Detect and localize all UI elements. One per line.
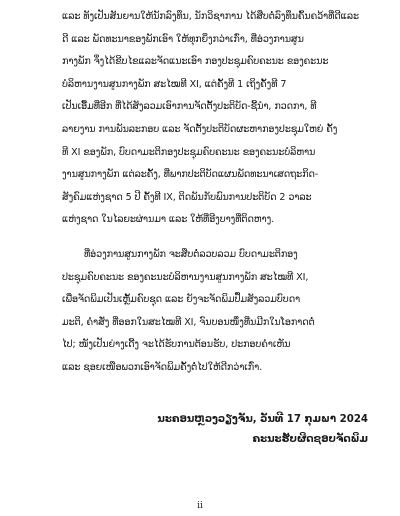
place-date: ນະຄອນຫຼວງວຽງຈັນ, ວັນທີ 17 ກຸມພາ 2024 (157, 414, 368, 425)
paragraph-gap (62, 232, 372, 244)
paragraph-line: ໄປ; ໜັງເປັນຍ່າງເດີ້ງ ຈະໄດ້ຮັບການຕ້ອນຮັບ, ປະກອບຄໍາເຫັນ (62, 339, 291, 351)
paragraph-line: ປະຊຸມຄົບຄະນະ ຂອງຄະນະບໍລິຫານງານສູນກາງພັກ ສະໄໝທີ XI, (62, 271, 309, 283)
paragraph-line: ແລະ ຊອຍເໜືອພວກເອົາຈັດພິມຄັ້ງຕໍ່ໄປໃຫ້ດີກວ່າເກົ່າ. (62, 361, 263, 373)
paragraph-line: ລາຍງານ ການພັນລະກອບ ແລະ ຈັດຕັ້ງປະຕິບັດຜະຫາກອງປະຊຸມໃຫຍ່ ຄັ້ງ (62, 123, 338, 135)
paragraph-line: ບໍລິຫານງານສູນກາງພັກ ສະໄໝທີ XI, ແຕ່ຄັ້ງທີ 1 ເຖິງຄັ້ງທີ 7 (62, 78, 287, 90)
paragraph-line: ເປັນເອື້ມທີ່ອີກ ທີ່ໄດ້ສັງລວມເອົາການຈັດຕັ້ງປະຕິບັດ-ຊີ້ນໍາ, ກວດກາ, ທີ (62, 101, 317, 113)
paragraph-line: ກາງພັກ ຈຶ່ງໄດ້ຂີບໄຂແລະຈັດແນະເອົາ ກອງປະຊຸມຄົບຄະນະ ຂອງຄະນະ (62, 56, 329, 68)
paragraph-line: ທີ XI ຂອງພັກ, ບົບດາມະຕິກອງປະຊຸມຄົບຄະນະ ຂອງຄະນະບໍລິຫານ (62, 146, 316, 158)
paragraph-line: ແລະ ທັງເປັນສັນຍານໃຫ້ນັກລົງທຶນ, ນັກວິຊາການ ໄດ້ສືບຕໍ່ລົງທຶນຄົ້ນຄວ້າທີ່ດີແລະ (62, 11, 359, 22)
signature-author: ຄະນະຮັບຜິດຊອບຈັດພິມ (252, 434, 368, 445)
body-text (62, 6, 372, 380)
page-number: ii (197, 501, 203, 511)
paragraph-line: ແຫ່ງຊາດ ໃນໄລຍະຜ່ານມາ ແລະ ໃຫ້ທີ່ອີງບາງທີ່ຕິດຫາງ. (62, 214, 275, 226)
paragraph-line: ທີ່ອ່ວງການສູນກາງພັກ ຈະສືບຕໍ່ລວບລວມ ບົບດາມະຕິກອງ (84, 248, 298, 260)
paragraph-line: ສັງຄົມແຫ່ງຊາດ 5 ປີ ຄັ້ງທີ IX, ຕິດພັນກັບພົນການປະຕິບັດ 2 ວາລະ (62, 191, 312, 203)
paragraph-line: ດີ ແລະ ພັດທະນາຂອງພັກເອົາ ໃຫ້ທຸກຍິ່ງກວ່າເກົ່າ, ທີ່ອ່ວງການສູນ (62, 33, 304, 45)
paragraph-line: ງານສູນກາງພັກ ແຕ່ລະຄັ້ງ, ທີ່ພາກປະຕິບັດແຜນພັດທະນາເສດຖະກິດ- (62, 169, 319, 181)
paragraph-line: ເພື່ອຈັດພິມເປັນເຫຼັ້ມຄົບຊຸດ ແລະ ຍັງຈະຈັດພິມປຶ້ມສັງລວມບົບດາ (62, 294, 301, 306)
signature-block (157, 410, 368, 450)
paragraph-line: ມະຕິ, ຄໍາສັ່ງ ທີ່ອອກໃນສະໄໝທີ XI, ຈົນບອນໜຶ່ງທີ່ນມີກໃນໂອກາດຕໍ່ (62, 316, 315, 328)
